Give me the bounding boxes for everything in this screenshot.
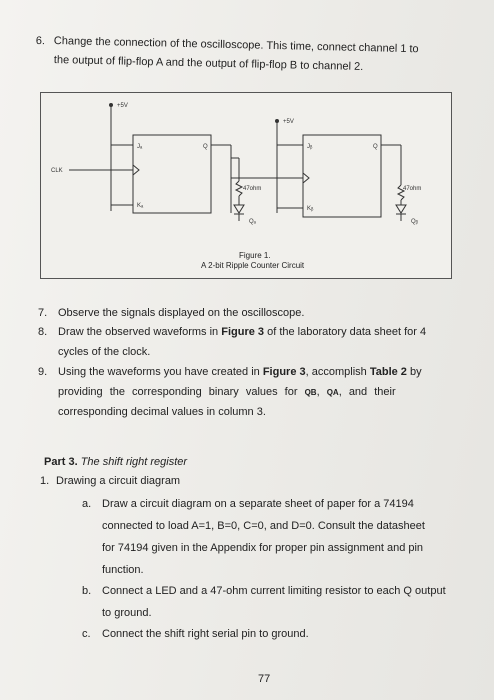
item-b-letter: b. [82,585,92,597]
q9-line-3: corresponding decimal values in column 3. [58,406,266,418]
q6-line-1: Change the connection of the oscilloscope. This time, connect channel 1 to [53,34,419,56]
part3-heading: Part 3. The shift right register [44,456,188,468]
resistor-a-label: 47ohm [243,186,262,192]
q8-line-2: cycles of the clock. [58,346,151,358]
item-a-line-1: Draw a circuit diagram on a separate sheet of paper for a 74194 [102,498,414,510]
flip-flop-b-box [303,135,381,217]
page-number: 77 [258,673,271,685]
item-a-letter: a. [82,498,92,510]
resistor-b-label: 47ohm [403,186,422,192]
item-a-line-3: for 74194 given in the Appendix for proper pin assignment and pin [102,542,424,554]
q7-text: Observe the signals displayed on the oscilloscope. [58,307,305,319]
q9-line-2: providing the corresponding binary values for QB, QA, and their [58,386,396,398]
ja-label: Jₐ [137,144,143,150]
q9-line-1: Using the waveforms you have created in Figure 3, accomplish Table 2 by [58,366,422,378]
flip-flop-a-box [133,135,211,213]
q8-line-1: Draw the observed waveforms in Figure 3 of the laboratory data sheet for 4 [58,326,427,338]
item-c-line-1: Connect the shift right serial pin to ground. [102,628,309,640]
part3-item1-number: 1. [40,475,50,487]
led-a-label: Qₐ [249,219,256,225]
ripple-counter-figure [40,92,452,279]
figure-caption-1: Figure 1. [239,251,271,260]
kb-label: Kᵦ [307,206,314,212]
q8-number: 8. [38,326,48,338]
led-b-label: Qᵦ [411,219,418,225]
clk-label: CLK [51,168,63,174]
item-b-line-2: to ground. [102,607,152,619]
item-a-line-2: connected to load A=1, B=0, C=0, and D=0. Consult the datasheet [102,520,425,532]
q7-number: 7. [38,307,48,319]
q6-line-2: the output of flip-flop A and the output of flip-flop B to channel 2. [53,53,364,74]
qa-pin-label: Q [203,144,208,150]
qb-pin-label: Q [373,144,378,150]
jb-label: Jᵦ [307,144,313,150]
item-c-letter: c. [82,628,91,640]
item-b-line-1: Connect a LED and a 47-ohm current limiting resistor to each Q output [102,585,446,597]
part3-item1-text: Drawing a circuit diagram [56,475,181,487]
figure-caption-2: A 2-bit Ripple Counter Circuit [201,261,305,270]
q6-number: 6. [35,34,46,48]
item-a-line-4: function. [102,564,144,576]
ka-label: Kₐ [137,203,144,209]
vcc-label-b: +5V [283,119,294,125]
q9-number: 9. [38,366,48,378]
q8-figure-ref: Figure 3 [221,326,265,338]
vcc-label-a: +5V [117,103,128,109]
